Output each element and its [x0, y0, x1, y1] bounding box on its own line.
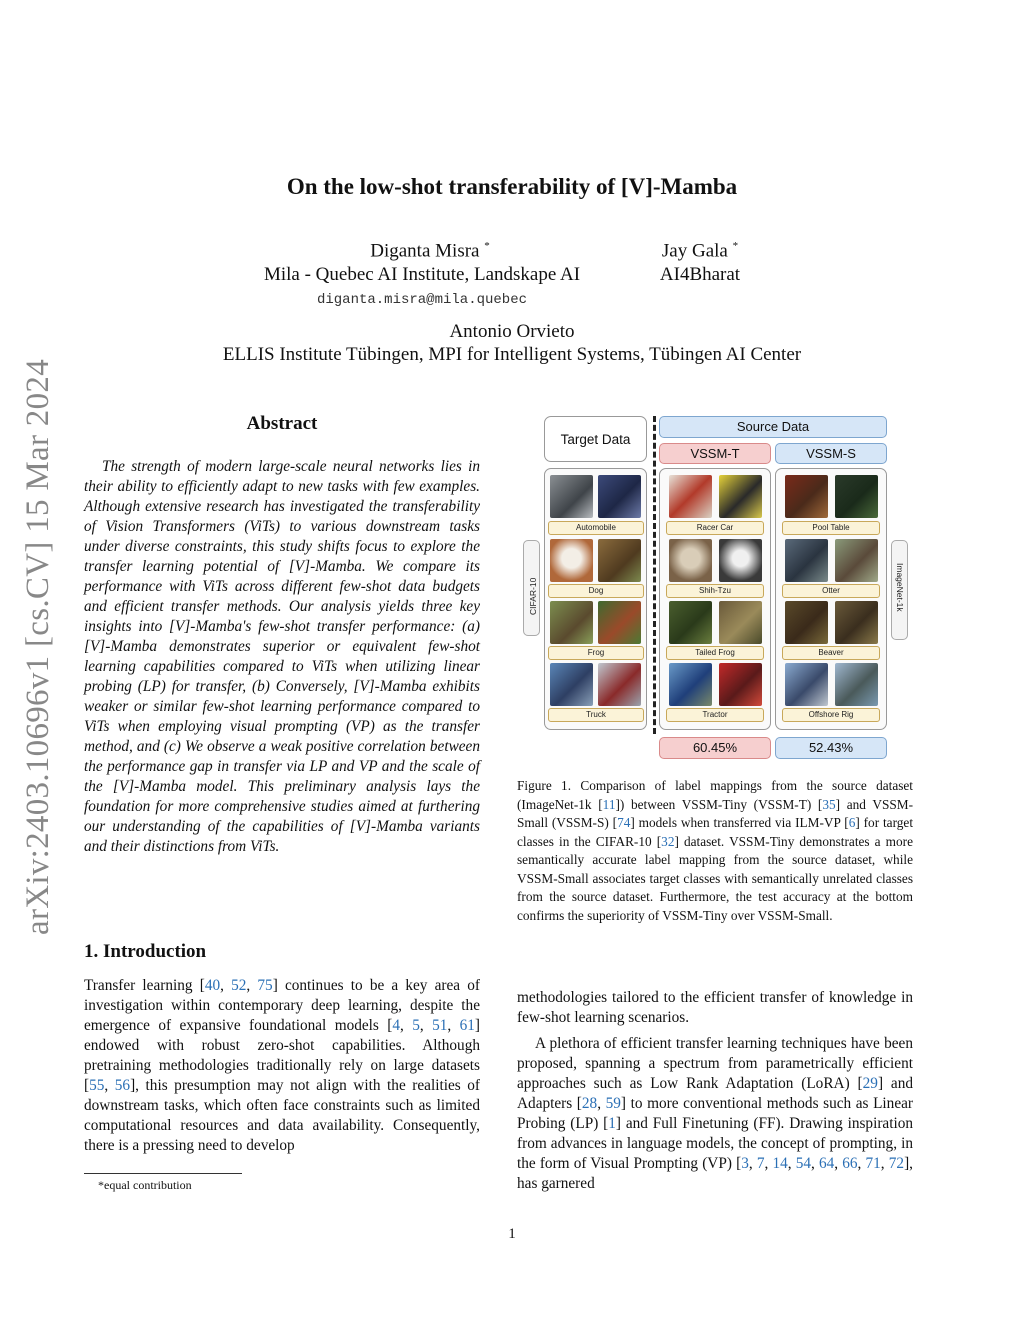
label-dog: Dog: [548, 584, 644, 598]
label-frog: Frog: [548, 646, 644, 660]
label-offshore-rig: Offshore Rig: [782, 708, 880, 722]
citation-link[interactable]: 61: [459, 1017, 475, 1034]
figure-1: [517, 412, 913, 767]
pool-table-image-2: [835, 475, 878, 518]
page-number: 1: [508, 1226, 516, 1242]
citation-link[interactable]: 35: [822, 796, 836, 812]
citation-link[interactable]: 14: [772, 1155, 788, 1172]
vssm-t-accuracy: 60.45%: [659, 737, 771, 759]
intro-paragraph-1-continued: methodologies tailored to the efficient transfer of knowledge in few-shot learning scenarios.: [517, 989, 913, 1026]
citation-link[interactable]: 55: [89, 1077, 105, 1094]
intro-paragraph-1: Transfer learning [40, 52, 75] continues to be a key area of investigation within contemporary deep learning, despite the emergence of expansive foundational models [4, 5, 51, 61] endowed with robust zero-shot capabilities. Although pretraining methodologies traditionally rely on large datasets [55, 56], this presumption may not align with the realities of downstream tasks, which often face constraints such as limited computational resources and data availability. Consequently, there is a pressing need to develop: [84, 977, 480, 1154]
pool-table-image-1: [785, 475, 828, 518]
citation-link[interactable]: 40: [204, 977, 221, 994]
otter-image-1: [785, 539, 828, 582]
section-heading-introduction: 1. Introduction: [84, 941, 207, 962]
citation-link[interactable]: 29: [862, 1075, 878, 1092]
abstract-text: The strength of modern large-scale neural networks lies in their ability to efficiently adapt to new tasks with few examples. Although extensive research has investigated the transferability of Vision Transformers (ViTs) to various downstream tasks under diverse constraints, this study shifts focus to explore the transfer learning potential of [V]-Mamba. We compare its performance with ViTs across different few-shot data budgets and efficient transfer methods. Our analysis yields three key insights into [V]-Mamba's few-shot transfer performance: (a) [V]-Mamba demonstrates superior or equivalent few-shot learning capabilities compared to ViTs when utilizing linear probing (LP) for transfer, (b) Conversely, [V]-Mamba exhibits weaker or similar few-shot learning performance compared to ViTs when employing visual prompting (VP) as the transfer method, and (c) We observe a weak positive correlation between the performance gap in transfer via LP and VP and the scale of the [V]-Mamba model. This preliminary analysis lays the foundation for more comprehensive studies aimed at furthering our understanding of the capabilities of [V]-Mamba variants and their distinctions from ViTs.: [84, 458, 480, 855]
abstract-heading: Abstract: [246, 413, 318, 434]
footnote: *equal contribution: [98, 1178, 192, 1192]
vssm-t-header: VSSM-T: [659, 443, 771, 464]
label-shih-tzu: Shih-Tzu: [666, 584, 764, 598]
label-truck: Truck: [548, 708, 644, 722]
citation-link[interactable]: 7: [756, 1155, 765, 1172]
citation-link[interactable]: 5: [412, 1017, 420, 1034]
vssm-s-header: VSSM-S: [775, 443, 887, 464]
citation-link[interactable]: 32: [661, 833, 675, 849]
offshore-rig-image-1: [785, 663, 828, 706]
label-automobile: Automobile: [548, 521, 644, 535]
beaver-image-2: [835, 601, 878, 644]
shih-tzu-image-2: [719, 539, 762, 582]
shih-tzu-image-1: [669, 539, 712, 582]
target-data-header-text: Target Data: [560, 432, 631, 447]
label-beaver: Beaver: [782, 646, 880, 660]
vssm-s-column: [775, 468, 887, 730]
author-3-name: Antonio Orvieto: [449, 321, 575, 342]
automobile-image-2: [598, 475, 641, 518]
author-2-affiliation: AI4Bharat: [659, 264, 741, 285]
cifar10-side-text: CIFAR-10: [528, 577, 538, 615]
dog-image-1: [550, 539, 593, 582]
footnote-divider: [84, 1173, 242, 1174]
figure-1-caption: Figure 1. Comparison of label mappings from the source dataset (ImageNet-1k [11]) between VSSM-Tiny (VSSM-T) [35] and VSSM-Small (VSSM-S) [74] models when transferred via ILM-VP [6] for target classes in the CIFAR-10 [32] dataset. VSSM-Tiny demonstrates a more semantically accurate label mapping from the source dataset, while VSSM-Small associates target classes with semantically unrelated classes from the source dataset. Furthermore, the test accuracy at the bottom confirms the superiority of VSSM-Tiny over VSSM-Small.: [517, 778, 914, 923]
dashed-divider: [653, 416, 656, 734]
author-3-affiliation: ELLIS Institute Tübingen, MPI for Intelligent Systems, Tübingen AI Center: [222, 344, 802, 365]
citation-link[interactable]: 71: [865, 1155, 881, 1172]
paper-title: On the low-shot transferability of [V]-Mamba: [286, 174, 738, 199]
citation-link[interactable]: 56: [114, 1077, 131, 1094]
citation-link[interactable]: 59: [605, 1095, 621, 1112]
dog-image-2: [598, 539, 641, 582]
citation-link[interactable]: 74: [617, 815, 631, 830]
target-data-header: [544, 416, 647, 462]
citation-link[interactable]: 75: [257, 977, 273, 994]
citation-link[interactable]: 6: [848, 815, 856, 830]
citation-link[interactable]: 72: [888, 1155, 905, 1172]
citation-link[interactable]: 51: [432, 1017, 448, 1034]
citation-link[interactable]: 11: [602, 796, 616, 812]
truck-image-1: [550, 663, 593, 706]
vssm-t-column: [659, 468, 771, 730]
arxiv-identifier: arXiv:2403.10696v1 [cs.CV] 15 Mar 2024: [20, 359, 56, 935]
vssm-s-accuracy: 52.43%: [775, 737, 887, 759]
author-1-affiliation: Mila - Quebec AI Institute, Landskape AI: [263, 264, 581, 285]
label-pool-table: Pool Table: [782, 521, 880, 535]
label-racer-car: Racer Car: [666, 521, 764, 535]
citation-link[interactable]: 52: [231, 977, 247, 994]
truck-image-2: [598, 663, 641, 706]
citation-link[interactable]: 4: [392, 1017, 401, 1034]
cifar10-side-label: [523, 540, 540, 636]
citation-link[interactable]: 66: [842, 1155, 858, 1172]
otter-image-2: [835, 539, 878, 582]
label-tractor: Tractor: [666, 708, 764, 722]
citation-link[interactable]: 64: [818, 1155, 835, 1172]
imagenet-side-text: ImageNet-1k: [895, 563, 905, 612]
tailed-frog-image-1: [669, 601, 712, 644]
author-1-email[interactable]: diganta.misra@mila.quebec: [316, 292, 528, 308]
tailed-frog-image-2: [719, 601, 762, 644]
tractor-image-2: [719, 663, 762, 706]
source-data-header: Source Data: [659, 416, 887, 438]
citation-link[interactable]: 54: [795, 1155, 811, 1172]
frog-image-1: [550, 601, 593, 644]
intro-paragraph-2: A plethora of efficient transfer learning techniques have been proposed, spanning a spectrum from parametrically efficient approaches such as Low Rank Adaptation (LoRA) [29] and Adapters [28, 59] to more conventional methods such as Linear Probing (LP) [1] and Full Finetuning (FF). Drawing inspiration from advances in language models, the concept of prompting, in the form of Visual Prompting (VP) [3, 7, 14, 54, 64, 66, 71, 72], has garnered: [517, 1035, 914, 1192]
citation-link[interactable]: 1: [608, 1115, 616, 1132]
automobile-image-1: [550, 475, 593, 518]
offshore-rig-image-2: [835, 663, 878, 706]
tractor-image-1: [669, 663, 712, 706]
citation-link[interactable]: 3: [741, 1155, 749, 1172]
racer-car-image-2: [719, 475, 762, 518]
label-otter: Otter: [782, 584, 880, 598]
author-1-name: Diganta Misra *: [370, 240, 490, 262]
target-column: [544, 468, 647, 730]
beaver-image-1: [785, 601, 828, 644]
author-2-name: Jay Gala *: [661, 240, 739, 262]
frog-image-2: [598, 601, 641, 644]
racer-car-image-1: [669, 475, 712, 518]
imagenet-side-label: [891, 540, 908, 640]
label-tailed-frog: Tailed Frog: [666, 646, 764, 660]
citation-link[interactable]: 28: [581, 1095, 598, 1112]
